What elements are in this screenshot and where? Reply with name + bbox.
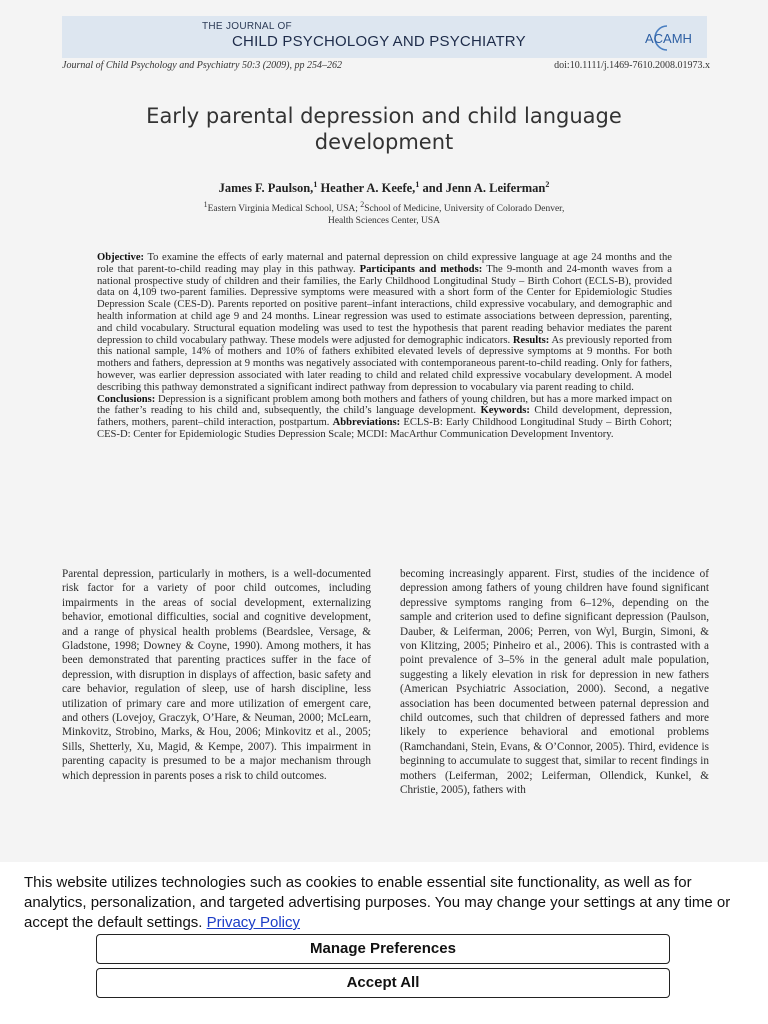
accept-all-button[interactable]: Accept All [96, 968, 670, 998]
author-3-affil: 2 [545, 180, 550, 189]
affil-3: Health Sciences Center, USA [327, 216, 440, 227]
citation-line [62, 60, 710, 72]
affil-marker-2: 2 [360, 200, 365, 209]
title-line-2: development [314, 130, 454, 154]
abstract [97, 252, 672, 441]
body-column-left: Parental depression, particularly in mothers, is a well-documented risk factor for a variety of poor child outcomes, including impairments in the areas of social development, externalizing behavior, emotional difficulties, social and cognitive development, and a range of physical health problems (Beardslee, Versage, & Gladstone, 1998; Downey & Coyne, 1990). Among mothers, it has been demonstrated that parenting practices suffer in the face of depression, with disruption in displays of affection, basic safety and care behavior, regulation of sleep, use of harsh discipline, less utilization of primary care and more utilization of emergent care, and others (Lovejoy, Graczyk, O’Hare, & Neuman, 2000; McLearn, Minkovitz, Strobino, Marks, & Hou, 2006; Minkovitz et al., 2005; Sills, Shetterly, Xu, Magid, & Kempe, 2007). This impairment in parenting capacity is presumed to be a major mechanism through which depression in parents poses a risk to child outcomes. [62, 568, 371, 782]
doi-text: doi:10.1111/j.1469-7610.2008.01973.x [554, 60, 710, 71]
conclusions-text: Depression is a significant problem among both mothers and fathers of young children, but has a more marked impact on the father’s reading to his child and, subsequently, the child’s language development. [97, 393, 672, 417]
conclusions-label: Conclusions: [97, 393, 156, 405]
journal-the-label: THE JOURNAL OF [202, 21, 292, 32]
objective-text: To examine the effects of early maternal and paternal depression on child expressive language at age 24 months and the role that parent-to-child reading may play in this pathway. [97, 252, 672, 275]
author-2-affil: 1 [415, 180, 420, 189]
acamh-logo-icon [637, 21, 697, 53]
keywords-label: Keywords: [480, 405, 530, 417]
author-2: Heather A. Keefe, [317, 181, 416, 196]
cookie-message-text: This website utilizes technologies such as cookies to enable essential site functionality, as well as for analytics, personalization, and targeted advertising purposes. You may change your settings at any time or accept the default settings. [24, 874, 731, 931]
keywords-text: Child development, depression, fathers, mothers, parent–child interaction, postpartum. [97, 405, 672, 429]
citation-text: Journal of Child Psychology and Psychiatry 50:3 (2009), pp 254–262 [62, 60, 342, 71]
manage-preferences-button[interactable]: Manage Preferences [96, 934, 670, 964]
article-title [84, 103, 684, 155]
abbreviations-label: Abbreviations: [332, 417, 401, 429]
cookie-banner [0, 862, 768, 1024]
affil-marker-1: 1 [203, 200, 208, 209]
affiliations [134, 199, 634, 227]
author-1: James F. Paulson, [218, 181, 314, 196]
results-label: Results: [512, 334, 550, 346]
author-1-affil: 1 [313, 180, 318, 189]
body-column-right: becoming increasingly apparent. First, studies of the incidence of depression among fathers of young children have found significant depressive symptoms ranging from 6–12%, depending on the sample and criterion used to define significant depression (Paulson, Dauber, & Leiferman, 2006; Perren, von Wyl, Burgin, Simoni, & von Klitzing, 2005; Pinheiro et al., 2006). This is contrasted with a point prevalence of 3–5% in the general adult male population, suggesting a likely elevation in risk for depression in new fathers (American Psychiatric Association, 2000). Second, a negative association has been documented between paternal depression and child outcomes, such that children of depressed fathers and more likely to experience behavioral and emotional problems (Ramchandani, Stein, Evans, & O’Connor, 2005). Third, evidence is beginning to accumulate to suggest that, similar to recent findings in mothers (Leiferman, 2002; Leiferman, Ollendick, Kunkel, & Christie, 2005), fathers with [400, 568, 709, 797]
journal-name: CHILD PSYCHOLOGY AND PSYCHIATRY [232, 33, 526, 50]
abbreviations-text: ECLS-B: Early Childhood Longitudinal Study – Birth Cohort; CES-D: Center for Epidemiologic Studies Depression Scale; MCDI: MacArthur Communication Development Inventory. [97, 417, 672, 440]
journal-header-band [62, 16, 707, 58]
objective-label: Objective: [97, 252, 145, 263]
title-line-1: Early parental depression and child language [146, 104, 622, 128]
results-text: As previously reported from this national sample, 14% of mothers and 10% of fathers exhibited elevated levels of depressive symptoms at 9 months. For both mothers and fathers, depression at 9 months was negatively associated with contemporaneous parent-to-child reading. Only for fathers, however, was earlier depression associated with later reading to child and related child expressive vocabulary development. A model describing this pathway demonstrated a significant indirect pathway from depression to vocabulary via parent reading to child. [97, 334, 672, 393]
methods-text: The 9-month and 24-month waves from a national prospective study of children and their families, the Early Childhood Longitudinal Study – Birth Cohort (ECLS-B), provided data on 4,109 two-parent families. Depressive symptoms were measured with a short form of the Center for Epidemiologic Studies Depression Scale (CES-D). Parents reported on positive parent–infant interactions, child expressive vocabulary, and demographic and health information at child age 9 and 24 months. Linear regression was used to estimate associations between depression, parenting, and child vocabulary. Structural equation modeling was used to test the hypothesis that parent reading behavior mediates the parent depression to child vocabulary pathway. These models were adjusted for demographic indicators. [97, 263, 673, 346]
acamh-logo-text: ACAMH [645, 31, 692, 46]
cookie-message [24, 873, 746, 933]
methods-label: Participants and methods: [359, 263, 483, 275]
privacy-policy-link[interactable]: Privacy Policy [206, 914, 300, 931]
affil-2: School of Medicine, University of Colorado Denver, [364, 204, 565, 215]
author-list [84, 180, 684, 196]
author-3: and Jenn A. Leiferman [419, 181, 546, 196]
affil-1: Eastern Virginia Medical School, USA; [207, 204, 361, 215]
